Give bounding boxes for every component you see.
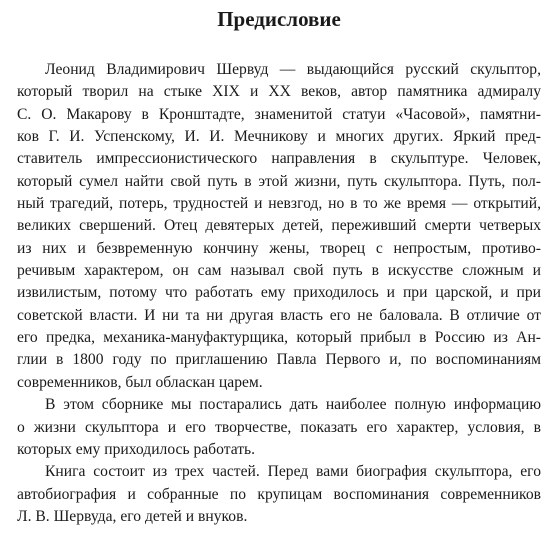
text-line: о жизни скульптора и его творчестве, показать его характер, условия, в	[17, 418, 541, 436]
text-line: его предка, механика-мануфактурщика, который прибыл в Россию из Ан-	[17, 329, 541, 347]
text-line: В этом сборнике мы постарались дать наиболее полную информацию	[45, 396, 541, 414]
text-line: который сумел найти свой путь в этой жизни, путь скульптора. Путь, пол-	[17, 172, 541, 190]
text-line: извилистым, потому что работать ему приходилось и при царской, и при	[17, 284, 541, 302]
paragraph	[17, 59, 541, 394]
page-title: Предисловие	[217, 7, 341, 31]
text-line: из них и безвременную кончину жены, творец с непростым, противо-	[17, 239, 541, 257]
text-line: Книга состоит из трех частей. Перед вами биография скульптора, его	[45, 463, 541, 481]
text-line: великих свершений. Отец девятерых детей, переживший смерти четверых	[17, 217, 541, 235]
text-line: которых ему приходилось работать.	[17, 440, 256, 458]
text-line: глии в 1800 году по приглашению Павла Первого и, по воспоминаниям	[17, 351, 541, 369]
text-line: Л. В. Шервуда, его детей и внуков.	[17, 507, 248, 525]
text-line: советской власти. И ни та ни другая власть его не баловала. В отличие от	[17, 306, 541, 324]
text-line: С. О. Макарову в Кронштадте, знаменитой статуи «Часовой», памятни-	[17, 105, 541, 123]
text-line: ставитель импрессионистического направления в скульптуре. Человек,	[17, 150, 541, 168]
text-line: автобиография и собранные по крупицам воспоминания современников	[17, 485, 541, 503]
text-line: ков Г. И. Успенскому, И. И. Мечникову и многих других. Яркий пред-	[17, 128, 541, 146]
text-line: Леонид Владимирович Шервуд — выдающийся русский скульптор,	[45, 61, 541, 78]
document-page	[17, 0, 541, 528]
text-line: речивым характером, он сам называл свой путь в искусстве сложным и	[17, 262, 541, 280]
paragraph	[17, 394, 541, 461]
body-text	[17, 59, 541, 528]
text-line: который творил на стыке XIX и XX веков, автор памятника адмиралу	[17, 83, 541, 101]
text-line: ный трагедий, потерь, трудностей и невзгод, но в то же время — открытий,	[17, 195, 541, 213]
paragraph	[17, 461, 541, 528]
text-line: современников, был обласкан царем.	[17, 373, 263, 391]
